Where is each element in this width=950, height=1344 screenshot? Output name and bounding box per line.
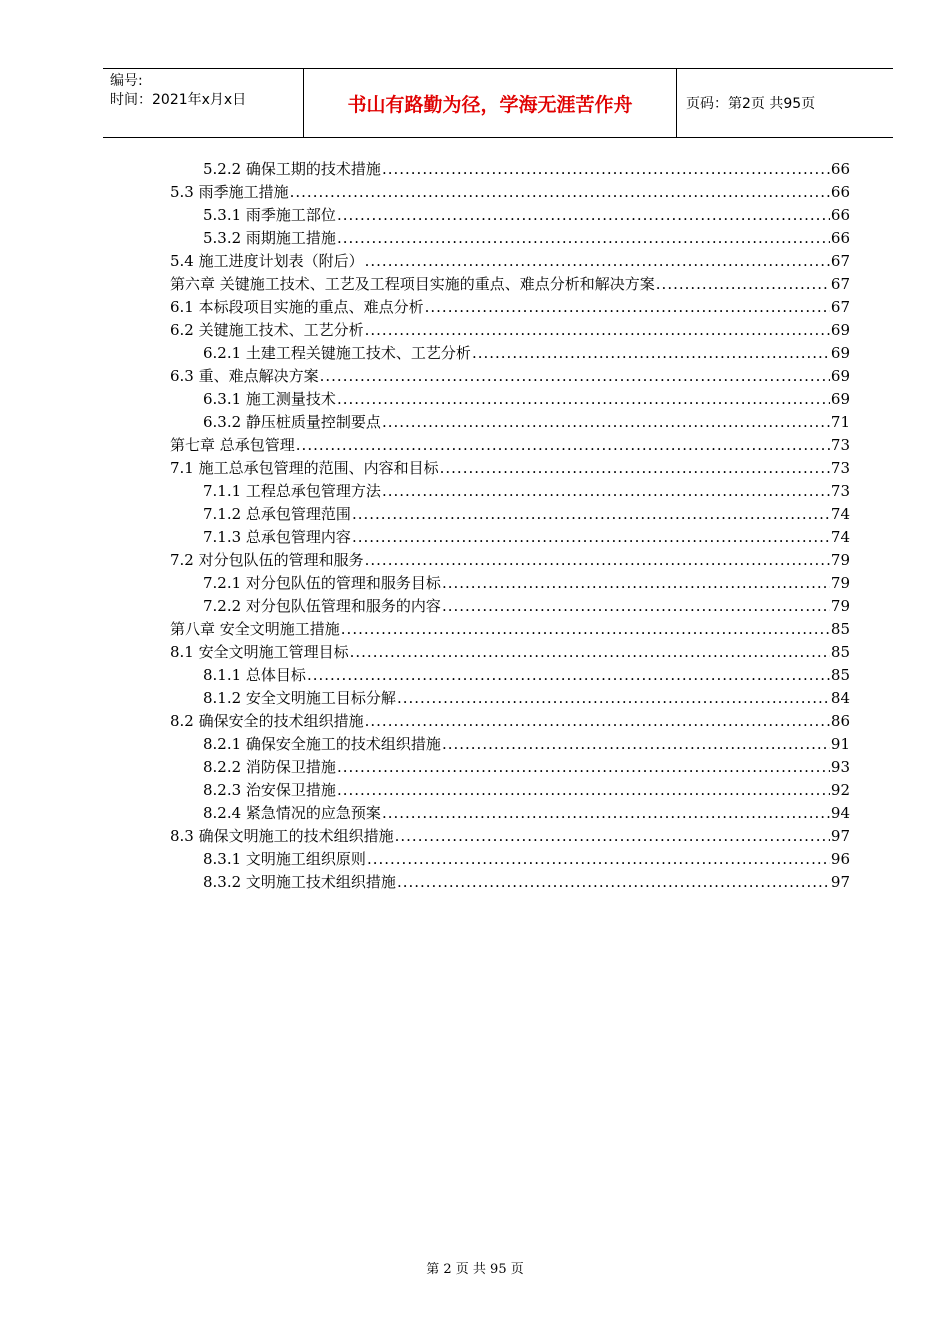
toc-entry[interactable] xyxy=(170,618,850,641)
toc-leader-dots xyxy=(397,687,830,710)
toc-entry-label: 8.1.2 安全文明施工目标分解 xyxy=(203,689,396,707)
toc-entry-page: 69 xyxy=(830,390,850,408)
toc-entry-page: 79 xyxy=(830,551,850,569)
toc-entry[interactable] xyxy=(170,641,850,664)
toc-entry-label: 7.1.2 总承包管理范围 xyxy=(203,505,351,523)
toc-leader-dots xyxy=(382,158,830,181)
toc-entry-page: 71 xyxy=(830,413,850,431)
toc-entry-page: 66 xyxy=(830,229,850,247)
toc-entry[interactable] xyxy=(170,848,850,871)
toc-entry-label: 8.1.1 总体目标 xyxy=(203,666,306,684)
toc-entry-label: 第七章 总承包管理 xyxy=(170,436,295,454)
toc-entry-label: 6.3.2 静压桩质量控制要点 xyxy=(203,413,381,431)
toc-leader-dots xyxy=(365,710,830,733)
header-meta xyxy=(103,69,303,137)
toc-entry[interactable] xyxy=(170,687,850,710)
toc-entry[interactable] xyxy=(170,365,850,388)
toc-entry-label: 5.2.2 确保工期的技术措施 xyxy=(203,160,381,178)
toc-entry-page: 74 xyxy=(830,505,850,523)
toc-entry-page: 91 xyxy=(830,735,850,753)
toc-entry-page: 73 xyxy=(830,436,850,454)
toc-leader-dots xyxy=(365,250,830,273)
toc-leader-dots xyxy=(352,503,830,526)
toc-entry-label: 第六章 关键施工技术、工艺及工程项目实施的重点、难点分析和解决方案 xyxy=(170,275,655,293)
toc-entry[interactable] xyxy=(170,871,850,894)
toc-entry-page: 69 xyxy=(830,367,850,385)
toc-entry[interactable] xyxy=(170,434,850,457)
toc-leader-dots xyxy=(397,871,830,894)
toc-entry-label: 8.3.2 文明施工技术组织措施 xyxy=(203,873,396,891)
toc-entry-page: 84 xyxy=(830,689,850,707)
toc-entry[interactable] xyxy=(170,296,850,319)
toc-entry[interactable] xyxy=(170,181,850,204)
toc-entry[interactable] xyxy=(170,204,850,227)
toc-entry-label: 6.2 关键施工技术、工艺分析 xyxy=(170,321,364,339)
toc-leader-dots xyxy=(382,480,830,503)
toc-entry-page: 79 xyxy=(830,574,850,592)
toc-entry-label: 8.2.1 确保安全施工的技术组织措施 xyxy=(203,735,441,753)
toc-entry-page: 85 xyxy=(830,620,850,638)
toc-entry[interactable] xyxy=(170,480,850,503)
toc-entry[interactable] xyxy=(170,526,850,549)
toc-entry[interactable] xyxy=(170,319,850,342)
toc-leader-dots xyxy=(337,227,830,250)
toc-entry-page: 97 xyxy=(830,873,850,891)
toc-leader-dots xyxy=(337,756,830,779)
toc-entry-page: 66 xyxy=(830,160,850,178)
toc-entry[interactable] xyxy=(170,733,850,756)
toc-entry-label: 7.2.1 对分包队伍的管理和服务目标 xyxy=(203,574,441,592)
toc-leader-dots xyxy=(307,664,830,687)
toc-leader-dots xyxy=(341,618,830,641)
toc-entry-label: 7.1.3 总承包管理内容 xyxy=(203,528,351,546)
toc-entry[interactable] xyxy=(170,273,850,296)
toc-entry[interactable] xyxy=(170,503,850,526)
toc-leader-dots xyxy=(296,434,830,457)
header-motto: 书山有路勤为径，学海无涯苦作舟 xyxy=(303,69,677,137)
toc-entry-label: 5.3.1 雨季施工部位 xyxy=(203,206,336,224)
toc-leader-dots xyxy=(442,572,830,595)
toc-entry[interactable] xyxy=(170,595,850,618)
toc-entry-page: 97 xyxy=(830,827,850,845)
toc-entry[interactable] xyxy=(170,825,850,848)
toc-entry-label: 5.3 雨季施工措施 xyxy=(170,183,289,201)
toc-entry[interactable] xyxy=(170,342,850,365)
document-number-label: 编号: xyxy=(110,73,143,89)
table-of-contents xyxy=(170,158,850,894)
toc-leader-dots xyxy=(352,526,830,549)
toc-entry[interactable] xyxy=(170,664,850,687)
toc-entry-page: 67 xyxy=(830,298,850,316)
toc-leader-dots xyxy=(442,595,830,618)
toc-entry-page: 74 xyxy=(830,528,850,546)
toc-leader-dots xyxy=(365,549,830,572)
toc-leader-dots xyxy=(337,204,830,227)
page-header xyxy=(103,68,893,138)
toc-entry-label: 8.2.2 消防保卫措施 xyxy=(203,758,336,776)
toc-leader-dots xyxy=(382,802,830,825)
header-page-label: 页码：第2页 共95页 xyxy=(686,96,816,112)
toc-entry-label: 7.1 施工总承包管理的范围、内容和目标 xyxy=(170,459,439,477)
toc-entry-page: 94 xyxy=(830,804,850,822)
toc-entry-page: 66 xyxy=(830,183,850,201)
toc-entry-label: 8.1 安全文明施工管理目标 xyxy=(170,643,349,661)
toc-entry-page: 92 xyxy=(830,781,850,799)
toc-leader-dots xyxy=(365,319,830,342)
toc-entry-page: 73 xyxy=(830,459,850,477)
toc-entry-label: 8.2.3 治安保卫措施 xyxy=(203,781,336,799)
toc-entry-page: 73 xyxy=(830,482,850,500)
toc-entry[interactable] xyxy=(170,572,850,595)
toc-entry[interactable] xyxy=(170,710,850,733)
toc-entry-label: 8.2 确保安全的技术组织措施 xyxy=(170,712,364,730)
toc-entry[interactable] xyxy=(170,549,850,572)
toc-entry-page: 96 xyxy=(830,850,850,868)
toc-entry-label: 8.2.4 紧急情况的应急预案 xyxy=(203,804,381,822)
toc-entry-label: 6.1 本标段项目实施的重点、难点分析 xyxy=(170,298,424,316)
toc-entry-page: 85 xyxy=(830,666,850,684)
toc-entry-page: 86 xyxy=(830,712,850,730)
toc-entry-label: 8.3.1 文明施工组织原则 xyxy=(203,850,366,868)
toc-entry[interactable] xyxy=(170,756,850,779)
toc-entry-label: 5.3.2 雨期施工措施 xyxy=(203,229,336,247)
toc-leader-dots xyxy=(337,388,830,411)
toc-leader-dots xyxy=(395,825,830,848)
toc-entry[interactable] xyxy=(170,457,850,480)
toc-leader-dots xyxy=(425,296,830,319)
toc-entry-page: 93 xyxy=(830,758,850,776)
toc-entry-page: 66 xyxy=(830,206,850,224)
toc-entry-page: 67 xyxy=(830,275,850,293)
toc-leader-dots xyxy=(337,779,830,802)
toc-entry-label: 7.1.1 工程总承包管理方法 xyxy=(203,482,381,500)
toc-entry-label: 7.2.2 对分包队伍管理和服务的内容 xyxy=(203,597,441,615)
toc-entry[interactable] xyxy=(170,227,850,250)
toc-entry[interactable] xyxy=(170,158,850,181)
document-time-label: 时间：2021年x月x日 xyxy=(110,92,247,108)
toc-entry-label: 8.3 确保文明施工的技术组织措施 xyxy=(170,827,394,845)
toc-entry-label: 7.2 对分包队伍的管理和服务 xyxy=(170,551,364,569)
toc-entry-label: 第八章 安全文明施工措施 xyxy=(170,620,340,638)
toc-leader-dots xyxy=(320,365,830,388)
toc-entry-page: 69 xyxy=(830,321,850,339)
toc-entry-label: 5.4 施工进度计划表（附后） xyxy=(170,252,364,270)
toc-entry[interactable] xyxy=(170,802,850,825)
toc-entry-page: 67 xyxy=(830,252,850,270)
toc-entry[interactable] xyxy=(170,779,850,802)
toc-leader-dots xyxy=(472,342,830,365)
toc-leader-dots xyxy=(350,641,830,664)
toc-entry[interactable] xyxy=(170,411,850,434)
toc-leader-dots xyxy=(440,457,830,480)
toc-leader-dots xyxy=(382,411,830,434)
toc-entry-page: 85 xyxy=(830,643,850,661)
toc-entry-label: 6.3 重、难点解决方案 xyxy=(170,367,319,385)
toc-leader-dots xyxy=(290,181,830,204)
toc-entry-page: 69 xyxy=(830,344,850,362)
toc-leader-dots xyxy=(656,273,830,296)
toc-entry[interactable] xyxy=(170,250,850,273)
page-footer: 第 2 页 共 95 页 xyxy=(426,1262,524,1277)
toc-leader-dots xyxy=(367,848,830,871)
toc-entry[interactable] xyxy=(170,388,850,411)
toc-entry-label: 6.3.1 施工测量技术 xyxy=(203,390,336,408)
toc-entry-label: 6.2.1 土建工程关键施工技术、工艺分析 xyxy=(203,344,471,362)
toc-leader-dots xyxy=(442,733,830,756)
toc-entry-page: 79 xyxy=(830,597,850,615)
